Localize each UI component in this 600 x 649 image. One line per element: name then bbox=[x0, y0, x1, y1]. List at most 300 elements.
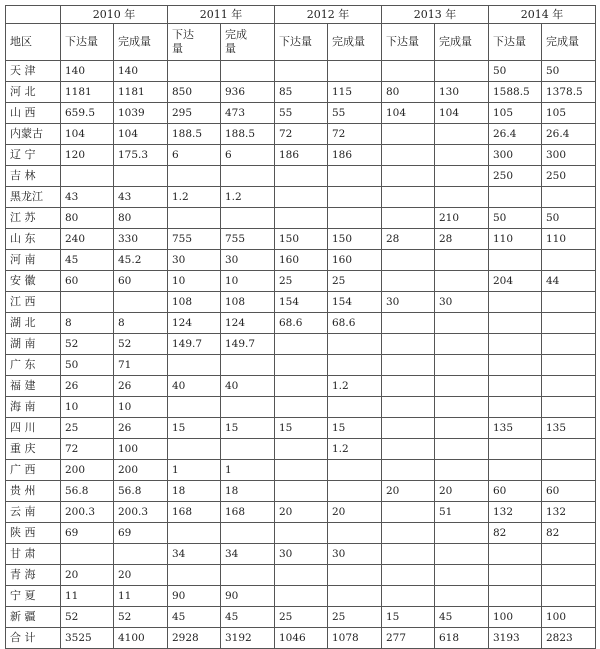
issued-value-cell bbox=[382, 460, 435, 481]
issued-value-cell bbox=[489, 292, 542, 313]
region-name-cell: 甘 肃 bbox=[6, 544, 61, 565]
issued-value-cell: 20 bbox=[275, 502, 328, 523]
table-row bbox=[6, 166, 596, 187]
issued-value-cell: 104 bbox=[61, 124, 114, 145]
table-row bbox=[6, 628, 596, 649]
completed-value-cell: 100 bbox=[542, 607, 596, 628]
completed-value-cell: 28 bbox=[435, 229, 489, 250]
completed-value-cell: 71 bbox=[114, 355, 168, 376]
completed-header-2011: 完成量 bbox=[221, 24, 275, 61]
issued-value-cell bbox=[489, 565, 542, 586]
completed-value-cell: 15 bbox=[221, 418, 275, 439]
completed-value-cell: 175.3 bbox=[114, 145, 168, 166]
issued-value-cell bbox=[275, 208, 328, 229]
completed-value-cell: 11 bbox=[114, 586, 168, 607]
region-name-cell: 河 南 bbox=[6, 250, 61, 271]
issued-value-cell bbox=[61, 544, 114, 565]
region-name-cell: 湖 北 bbox=[6, 313, 61, 334]
completed-value-cell bbox=[435, 250, 489, 271]
region-name-cell: 黑龙江 bbox=[6, 187, 61, 208]
issued-value-cell: 168 bbox=[168, 502, 221, 523]
issued-value-cell bbox=[61, 292, 114, 313]
issued-value-cell: 55 bbox=[275, 103, 328, 124]
completed-value-cell: 1.2 bbox=[221, 187, 275, 208]
issued-value-cell bbox=[61, 166, 114, 187]
issued-value-cell bbox=[382, 145, 435, 166]
completed-value-cell: 135 bbox=[542, 418, 596, 439]
issued-value-cell: 277 bbox=[382, 628, 435, 649]
issued-header-2013: 下达量 bbox=[382, 24, 435, 61]
issued-value-cell bbox=[382, 586, 435, 607]
completed-value-cell bbox=[542, 586, 596, 607]
completed-value-cell: 56.8 bbox=[114, 481, 168, 502]
region-name-cell: 山 西 bbox=[6, 103, 61, 124]
completed-value-cell bbox=[435, 460, 489, 481]
year-header-2014: 2014 年 bbox=[489, 6, 596, 24]
table-row bbox=[6, 187, 596, 208]
completed-value-cell: 10 bbox=[221, 271, 275, 292]
issued-header-2012: 下达量 bbox=[275, 24, 328, 61]
issued-value-cell: 20 bbox=[61, 565, 114, 586]
region-name-cell: 宁 夏 bbox=[6, 586, 61, 607]
issued-value-cell: 108 bbox=[168, 292, 221, 313]
completed-value-cell bbox=[221, 439, 275, 460]
completed-value-cell bbox=[221, 397, 275, 418]
issued-value-cell bbox=[275, 61, 328, 82]
issued-value-cell: 1.2 bbox=[168, 187, 221, 208]
completed-value-cell bbox=[328, 565, 382, 586]
issued-value-cell: 1588.5 bbox=[489, 82, 542, 103]
completed-value-cell bbox=[221, 355, 275, 376]
issued-value-cell bbox=[489, 334, 542, 355]
completed-value-cell: 1181 bbox=[114, 82, 168, 103]
table-row bbox=[6, 586, 596, 607]
issued-value-cell bbox=[168, 355, 221, 376]
issued-value-cell: 15 bbox=[168, 418, 221, 439]
region-name-cell: 贵 州 bbox=[6, 481, 61, 502]
issued-value-cell: 28 bbox=[382, 229, 435, 250]
issued-value-cell bbox=[275, 439, 328, 460]
region-name-cell: 重 庆 bbox=[6, 439, 61, 460]
completed-value-cell bbox=[328, 187, 382, 208]
issued-value-cell bbox=[382, 250, 435, 271]
completed-value-cell bbox=[328, 355, 382, 376]
region-name-cell: 安 徽 bbox=[6, 271, 61, 292]
table-row bbox=[6, 460, 596, 481]
completed-value-cell: 1.2 bbox=[328, 439, 382, 460]
completed-value-cell: 104 bbox=[435, 103, 489, 124]
issued-value-cell bbox=[382, 313, 435, 334]
issued-value-cell: 200.3 bbox=[61, 502, 114, 523]
issued-value-cell bbox=[489, 544, 542, 565]
completed-header-2013: 完成量 bbox=[435, 24, 489, 61]
completed-value-cell: 1 bbox=[221, 460, 275, 481]
issued-value-cell: 56.8 bbox=[61, 481, 114, 502]
issued-value-cell bbox=[168, 166, 221, 187]
issued-value-cell: 10 bbox=[61, 397, 114, 418]
completed-value-cell bbox=[328, 334, 382, 355]
completed-value-cell: 100 bbox=[114, 439, 168, 460]
completed-value-cell: 132 bbox=[542, 502, 596, 523]
issued-value-cell: 295 bbox=[168, 103, 221, 124]
issued-value-cell: 120 bbox=[61, 145, 114, 166]
table-row bbox=[6, 229, 596, 250]
issued-value-cell: 300 bbox=[489, 145, 542, 166]
issued-value-cell: 26 bbox=[61, 376, 114, 397]
completed-value-cell: 2823 bbox=[542, 628, 596, 649]
issued-value-cell: 30 bbox=[382, 292, 435, 313]
table-row bbox=[6, 481, 596, 502]
region-header: 地区 bbox=[6, 24, 61, 61]
issued-value-cell: 150 bbox=[275, 229, 328, 250]
issued-value-cell: 60 bbox=[61, 271, 114, 292]
completed-value-cell bbox=[542, 565, 596, 586]
completed-value-cell: 115 bbox=[328, 82, 382, 103]
table-row bbox=[6, 565, 596, 586]
issued-value-cell bbox=[275, 187, 328, 208]
issued-value-cell bbox=[382, 418, 435, 439]
completed-value-cell bbox=[114, 166, 168, 187]
completed-value-cell: 18 bbox=[221, 481, 275, 502]
issued-value-cell bbox=[382, 271, 435, 292]
completed-value-cell: 50 bbox=[542, 208, 596, 229]
issued-value-cell bbox=[489, 586, 542, 607]
issued-value-cell: 80 bbox=[61, 208, 114, 229]
completed-value-cell: 1.2 bbox=[328, 376, 382, 397]
issued-value-cell: 60 bbox=[489, 481, 542, 502]
issued-value-cell: 10 bbox=[168, 271, 221, 292]
completed-value-cell: 26.4 bbox=[542, 124, 596, 145]
completed-value-cell: 20 bbox=[114, 565, 168, 586]
issued-value-cell bbox=[489, 397, 542, 418]
table-row bbox=[6, 397, 596, 418]
column-header-row bbox=[6, 24, 596, 61]
issued-value-cell: 3525 bbox=[61, 628, 114, 649]
issued-value-cell bbox=[275, 397, 328, 418]
issued-value-cell bbox=[275, 334, 328, 355]
issued-value-cell: 850 bbox=[168, 82, 221, 103]
completed-value-cell bbox=[328, 397, 382, 418]
issued-value-cell bbox=[382, 397, 435, 418]
region-name-cell: 陕 西 bbox=[6, 523, 61, 544]
issued-value-cell: 50 bbox=[61, 355, 114, 376]
completed-value-cell bbox=[435, 376, 489, 397]
issued-value-cell: 149.7 bbox=[168, 334, 221, 355]
completed-value-cell: 69 bbox=[114, 523, 168, 544]
year-header-row bbox=[6, 6, 596, 24]
completed-value-cell: 936 bbox=[221, 82, 275, 103]
issued-value-cell: 90 bbox=[168, 586, 221, 607]
completed-value-cell: 1039 bbox=[114, 103, 168, 124]
issued-value-cell: 69 bbox=[61, 523, 114, 544]
issued-value-cell bbox=[168, 439, 221, 460]
issued-value-cell bbox=[382, 187, 435, 208]
issued-value-cell bbox=[489, 460, 542, 481]
region-quota-table bbox=[5, 5, 596, 649]
completed-value-cell: 124 bbox=[221, 313, 275, 334]
completed-value-cell: 40 bbox=[221, 376, 275, 397]
issued-value-cell: 45 bbox=[61, 250, 114, 271]
completed-value-cell: 26 bbox=[114, 376, 168, 397]
completed-value-cell bbox=[542, 250, 596, 271]
completed-value-cell: 140 bbox=[114, 61, 168, 82]
completed-value-cell bbox=[435, 565, 489, 586]
issued-value-cell: 1 bbox=[168, 460, 221, 481]
issued-value-cell bbox=[382, 334, 435, 355]
issued-value-cell: 25 bbox=[61, 418, 114, 439]
year-header-2013: 2013 年 bbox=[382, 6, 489, 24]
issued-value-cell bbox=[382, 376, 435, 397]
issued-value-cell: 132 bbox=[489, 502, 542, 523]
completed-value-cell: 104 bbox=[114, 124, 168, 145]
table-row bbox=[6, 523, 596, 544]
region-name-cell: 天 津 bbox=[6, 61, 61, 82]
issued-value-cell: 52 bbox=[61, 334, 114, 355]
issued-value-cell bbox=[168, 565, 221, 586]
issued-value-cell: 124 bbox=[168, 313, 221, 334]
issued-value-cell: 15 bbox=[275, 418, 328, 439]
completed-value-cell bbox=[221, 61, 275, 82]
completed-value-cell bbox=[435, 544, 489, 565]
region-name-cell: 四 川 bbox=[6, 418, 61, 439]
issued-value-cell: 110 bbox=[489, 229, 542, 250]
completed-value-cell: 10 bbox=[114, 397, 168, 418]
issued-value-cell bbox=[382, 502, 435, 523]
completed-value-cell: 72 bbox=[328, 124, 382, 145]
issued-value-cell: 154 bbox=[275, 292, 328, 313]
completed-value-cell bbox=[542, 292, 596, 313]
issued-value-cell bbox=[382, 565, 435, 586]
completed-value-cell bbox=[221, 166, 275, 187]
completed-value-cell bbox=[221, 523, 275, 544]
completed-value-cell: 300 bbox=[542, 145, 596, 166]
completed-value-cell: 82 bbox=[542, 523, 596, 544]
issued-value-cell bbox=[489, 313, 542, 334]
completed-value-cell bbox=[542, 397, 596, 418]
completed-value-cell: 43 bbox=[114, 187, 168, 208]
issued-value-cell: 6 bbox=[168, 145, 221, 166]
issued-value-cell bbox=[489, 187, 542, 208]
issued-value-cell bbox=[382, 439, 435, 460]
table-row bbox=[6, 292, 596, 313]
completed-value-cell: 473 bbox=[221, 103, 275, 124]
issued-value-cell bbox=[168, 523, 221, 544]
region-name-cell: 江 西 bbox=[6, 292, 61, 313]
table-row bbox=[6, 607, 596, 628]
completed-value-cell bbox=[328, 460, 382, 481]
issued-value-cell: 188.5 bbox=[168, 124, 221, 145]
issued-value-cell: 30 bbox=[275, 544, 328, 565]
table-row bbox=[6, 124, 596, 145]
issued-value-cell: 140 bbox=[61, 61, 114, 82]
completed-value-cell: 3192 bbox=[221, 628, 275, 649]
completed-value-cell bbox=[435, 355, 489, 376]
issued-value-cell: 200 bbox=[61, 460, 114, 481]
region-name-cell: 吉 林 bbox=[6, 166, 61, 187]
completed-header-2010: 完成量 bbox=[114, 24, 168, 61]
completed-value-cell: 52 bbox=[114, 334, 168, 355]
table-row bbox=[6, 544, 596, 565]
completed-value-cell bbox=[435, 313, 489, 334]
table-row bbox=[6, 355, 596, 376]
completed-value-cell: 250 bbox=[542, 166, 596, 187]
issued-value-cell: 50 bbox=[489, 61, 542, 82]
completed-value-cell bbox=[328, 208, 382, 229]
issued-value-cell: 186 bbox=[275, 145, 328, 166]
issued-header-2010: 下达量 bbox=[61, 24, 114, 61]
region-name-cell: 湖 南 bbox=[6, 334, 61, 355]
issued-value-cell: 659.5 bbox=[61, 103, 114, 124]
completed-value-cell: 20 bbox=[435, 481, 489, 502]
table-row bbox=[6, 313, 596, 334]
issued-value-cell bbox=[382, 166, 435, 187]
completed-value-cell: 108 bbox=[221, 292, 275, 313]
completed-value-cell: 200 bbox=[114, 460, 168, 481]
issued-value-cell: 105 bbox=[489, 103, 542, 124]
issued-value-cell: 68.6 bbox=[275, 313, 328, 334]
completed-value-cell bbox=[328, 586, 382, 607]
table-row bbox=[6, 250, 596, 271]
completed-value-cell bbox=[542, 460, 596, 481]
completed-value-cell bbox=[435, 124, 489, 145]
corner-cell bbox=[6, 6, 61, 24]
table-row bbox=[6, 439, 596, 460]
completed-value-cell: 25 bbox=[328, 271, 382, 292]
completed-value-cell: 90 bbox=[221, 586, 275, 607]
region-name-cell: 合 计 bbox=[6, 628, 61, 649]
region-name-cell: 青 海 bbox=[6, 565, 61, 586]
region-name-cell: 福 建 bbox=[6, 376, 61, 397]
completed-value-cell: 44 bbox=[542, 271, 596, 292]
issued-value-cell bbox=[489, 376, 542, 397]
completed-value-cell: 30 bbox=[221, 250, 275, 271]
completed-value-cell: 130 bbox=[435, 82, 489, 103]
issued-value-cell bbox=[489, 250, 542, 271]
region-name-cell: 辽 宁 bbox=[6, 145, 61, 166]
completed-value-cell bbox=[542, 313, 596, 334]
issued-value-cell: 25 bbox=[275, 271, 328, 292]
completed-value-cell: 60 bbox=[542, 481, 596, 502]
table-row bbox=[6, 502, 596, 523]
region-name-cell: 海 南 bbox=[6, 397, 61, 418]
completed-value-cell bbox=[435, 187, 489, 208]
completed-value-cell: 50 bbox=[542, 61, 596, 82]
completed-value-cell: 6 bbox=[221, 145, 275, 166]
completed-value-cell: 618 bbox=[435, 628, 489, 649]
completed-value-cell: 154 bbox=[328, 292, 382, 313]
completed-value-cell bbox=[114, 292, 168, 313]
completed-value-cell: 30 bbox=[328, 544, 382, 565]
completed-value-cell: 4100 bbox=[114, 628, 168, 649]
issued-value-cell: 85 bbox=[275, 82, 328, 103]
issued-value-cell bbox=[382, 124, 435, 145]
issued-value-cell: 1181 bbox=[61, 82, 114, 103]
completed-value-cell bbox=[542, 376, 596, 397]
issued-value-cell: 104 bbox=[382, 103, 435, 124]
completed-value-cell: 51 bbox=[435, 502, 489, 523]
completed-value-cell: 188.5 bbox=[221, 124, 275, 145]
table-row bbox=[6, 82, 596, 103]
completed-value-cell bbox=[435, 397, 489, 418]
completed-value-cell bbox=[435, 586, 489, 607]
completed-value-cell: 110 bbox=[542, 229, 596, 250]
issued-value-cell bbox=[382, 355, 435, 376]
table-row bbox=[6, 103, 596, 124]
completed-value-cell: 45.2 bbox=[114, 250, 168, 271]
completed-value-cell bbox=[542, 439, 596, 460]
issued-value-cell bbox=[275, 376, 328, 397]
completed-value-cell bbox=[328, 166, 382, 187]
completed-header-2014: 完成量 bbox=[542, 24, 596, 61]
issued-value-cell: 50 bbox=[489, 208, 542, 229]
issued-value-cell bbox=[382, 544, 435, 565]
issued-value-cell: 40 bbox=[168, 376, 221, 397]
table-row bbox=[6, 376, 596, 397]
issued-value-cell: 25 bbox=[275, 607, 328, 628]
completed-value-cell bbox=[435, 334, 489, 355]
table-row bbox=[6, 208, 596, 229]
completed-value-cell: 45 bbox=[435, 607, 489, 628]
issued-value-cell: 72 bbox=[61, 439, 114, 460]
completed-value-cell: 15 bbox=[328, 418, 382, 439]
issued-value-cell: 43 bbox=[61, 187, 114, 208]
issued-value-cell bbox=[168, 208, 221, 229]
issued-value-cell: 135 bbox=[489, 418, 542, 439]
issued-value-cell: 755 bbox=[168, 229, 221, 250]
completed-value-cell: 45 bbox=[221, 607, 275, 628]
completed-value-cell: 330 bbox=[114, 229, 168, 250]
issued-value-cell bbox=[275, 355, 328, 376]
completed-value-cell bbox=[542, 544, 596, 565]
issued-value-cell: 30 bbox=[168, 250, 221, 271]
completed-value-cell bbox=[435, 166, 489, 187]
completed-value-cell: 80 bbox=[114, 208, 168, 229]
completed-value-cell bbox=[542, 355, 596, 376]
completed-value-cell bbox=[435, 271, 489, 292]
completed-value-cell bbox=[328, 523, 382, 544]
completed-value-cell: 8 bbox=[114, 313, 168, 334]
table-row bbox=[6, 271, 596, 292]
region-name-cell: 广 东 bbox=[6, 355, 61, 376]
year-header-2011: 2011 年 bbox=[168, 6, 275, 24]
completed-value-cell bbox=[114, 544, 168, 565]
issued-value-cell: 204 bbox=[489, 271, 542, 292]
issued-value-cell: 15 bbox=[382, 607, 435, 628]
completed-value-cell: 1378.5 bbox=[542, 82, 596, 103]
completed-value-cell: 20 bbox=[328, 502, 382, 523]
completed-value-cell: 1078 bbox=[328, 628, 382, 649]
issued-value-cell bbox=[275, 460, 328, 481]
issued-header-2014: 下达量 bbox=[489, 24, 542, 61]
issued-value-cell: 8 bbox=[61, 313, 114, 334]
completed-value-cell bbox=[221, 208, 275, 229]
completed-value-cell bbox=[435, 523, 489, 544]
completed-value-cell: 52 bbox=[114, 607, 168, 628]
issued-value-cell: 20 bbox=[382, 481, 435, 502]
completed-value-cell: 200.3 bbox=[114, 502, 168, 523]
completed-value-cell bbox=[435, 145, 489, 166]
issued-value-cell: 11 bbox=[61, 586, 114, 607]
table-row bbox=[6, 334, 596, 355]
completed-value-cell bbox=[435, 439, 489, 460]
issued-value-cell: 26.4 bbox=[489, 124, 542, 145]
completed-value-cell bbox=[542, 334, 596, 355]
table-row bbox=[6, 61, 596, 82]
issued-value-cell bbox=[275, 565, 328, 586]
issued-value-cell: 100 bbox=[489, 607, 542, 628]
issued-value-cell: 160 bbox=[275, 250, 328, 271]
issued-value-cell bbox=[275, 166, 328, 187]
